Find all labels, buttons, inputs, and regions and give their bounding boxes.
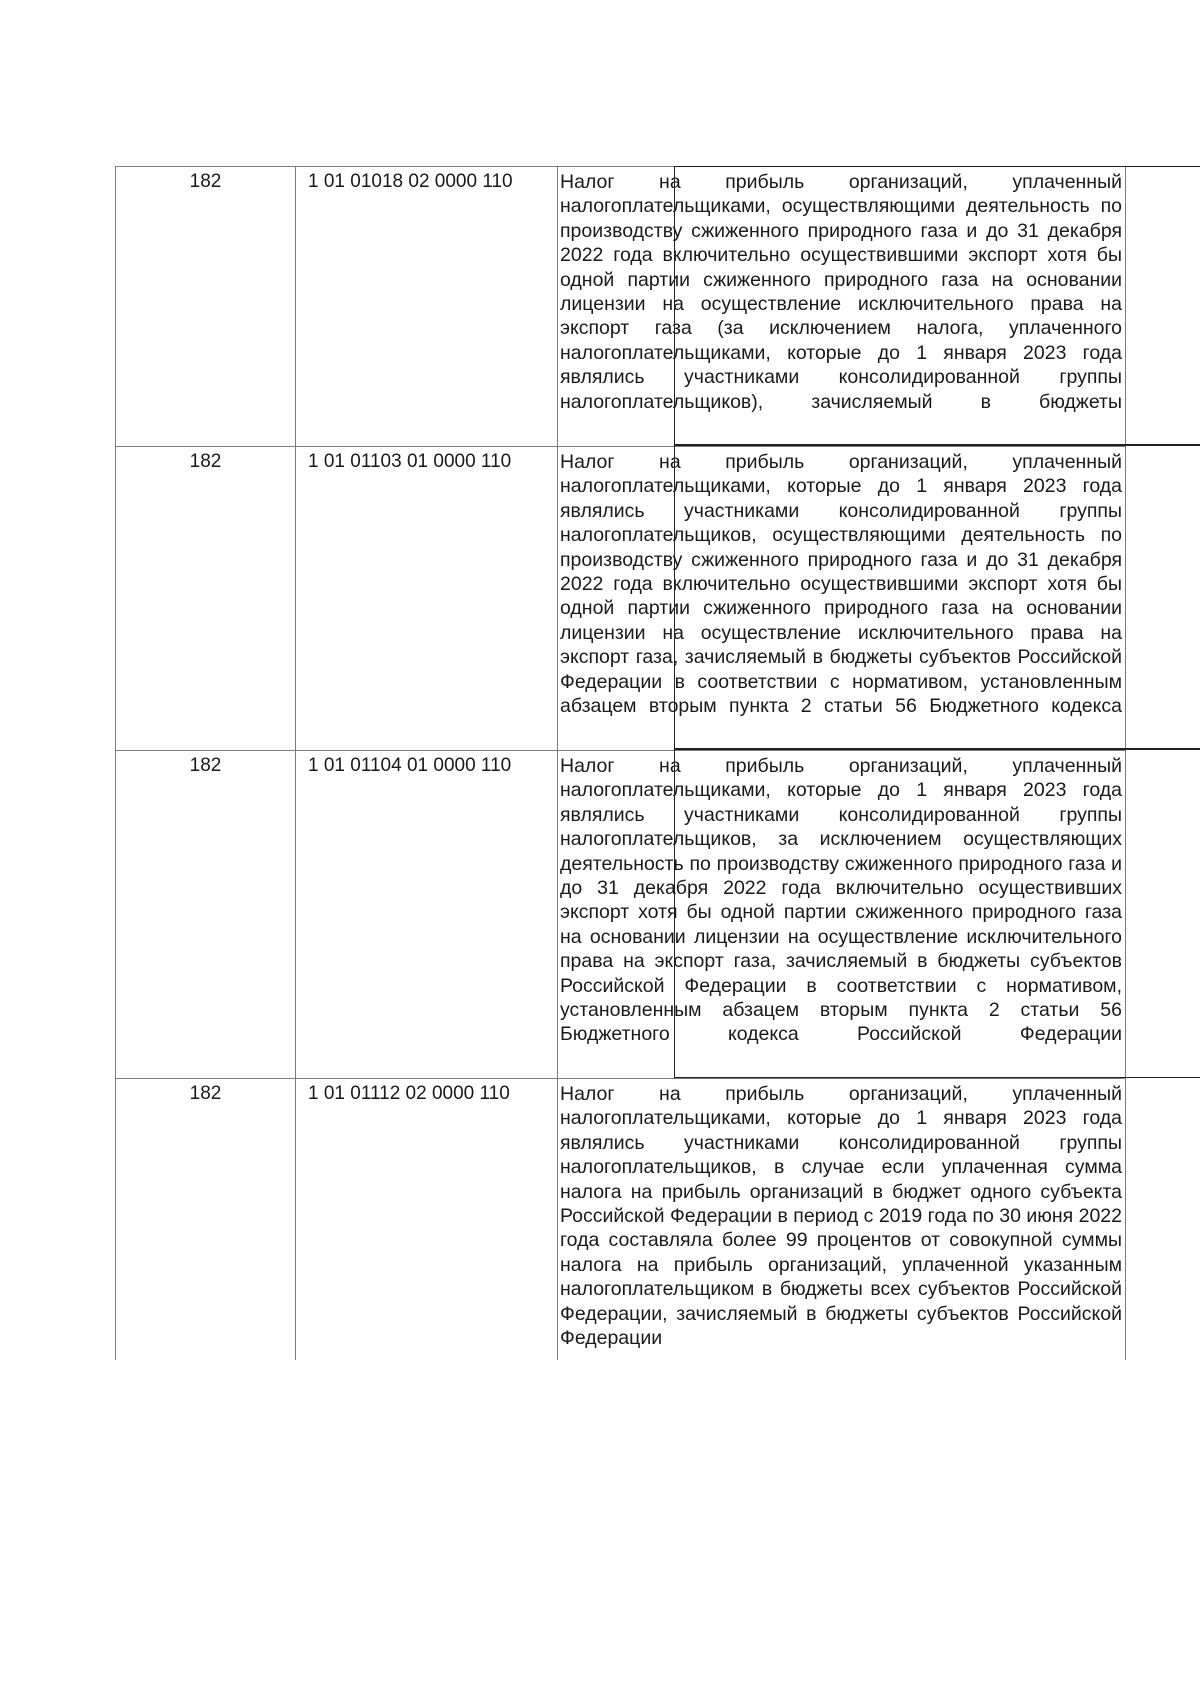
description-text: Налог на прибыль организаций, уплаченный налогоплательщиками, осуществляющими деятельность по производству сжиженного природного газа и до 31 декабря 2022 года включительно осуществившими экспорт хотя бы одной партии сжиженного природного газа на основании лицензии на осуществление исключительного права на экспорт газа (за исключением налога, уплаченного налогоплательщиками, которые до 1 января 2023 года являлись участниками консолидированной группы налогоплательщиков), зачисляемый в бюджеты [560,171,1122,413]
budget-codes-table [115,166,1126,1360]
budget-code-cell: 1 01 01018 02 0000 110 [296,167,558,446]
budget-code-cell: 1 01 01103 01 0000 110 [296,447,558,750]
admin-code-cell: 182 [115,1079,296,1360]
admin-code-cell: 182 [115,751,296,1078]
description-text: Налог на прибыль организаций, уплаченный налогоплательщиками, которые до 1 января 2023 года являлись участниками консолидированной группы налогоплательщиков, осуществляющими деятельность по производству сжиженного природного газа и до 31 декабря 2022 года включительно осуществившими экспорт хотя бы одной партии сжиженного природного газа на основании лицензии на осуществление исключительного права на экспорт газа, зачисляемый в бюджеты субъектов Российской Федерации в соответствии с нормативом, установленным абзацем вторым пункта 2 статьи 56 Бюджетного кодекса [560,451,1122,718]
table-row [115,166,1126,446]
description-cell [558,1079,1126,1360]
table-row [115,1078,1126,1360]
admin-code-cell: 182 [115,167,296,446]
description-text: Налог на прибыль организаций, уплаченный налогоплательщиками, которые до 1 января 2023 года являлись участниками консолидированной группы налогоплательщиков, за исключением осуществляющих деятельность по производству сжиженного природного газа и до 31 декабря 2022 года включительно осуществивших экспорт хотя бы одной партии сжиженного природного газа на основании лицензии на осуществление исключительного права на экспорт газа, зачисляемый в бюджеты субъектов Российской Федерации в соответствии с нормативом, установленным абзацем вторым пункта 2 статьи 56 Бюджетного кодекса Российской Федерации [560,755,1122,1046]
description-cell [558,167,1126,446]
table-row [115,750,1126,1078]
admin-code-cell: 182 [115,447,296,750]
description-cell [558,751,1126,1078]
description-text: Налог на прибыль организаций, уплаченный налогоплательщиками, которые до 1 января 2023 года являлись участниками консолидированной группы налогоплательщиков, в случае если уплаченная сумма налога на прибыль организаций в бюджет одного субъекта Российской Федерации в период с 2019 года по 30 июня 2022 года составляла более 99 процентов от совокупной суммы налога на прибыль организаций, уплаченной указанным налогоплательщиком в бюджеты всех субъектов Российской Федерации, зачисляемый в бюджеты субъектов Российской Федерации [560,1083,1122,1350]
description-cell [558,447,1126,750]
budget-code-cell: 1 01 01112 02 0000 110 [296,1079,558,1360]
budget-code-cell: 1 01 01104 01 0000 110 [296,751,558,1078]
table-row [115,446,1126,750]
